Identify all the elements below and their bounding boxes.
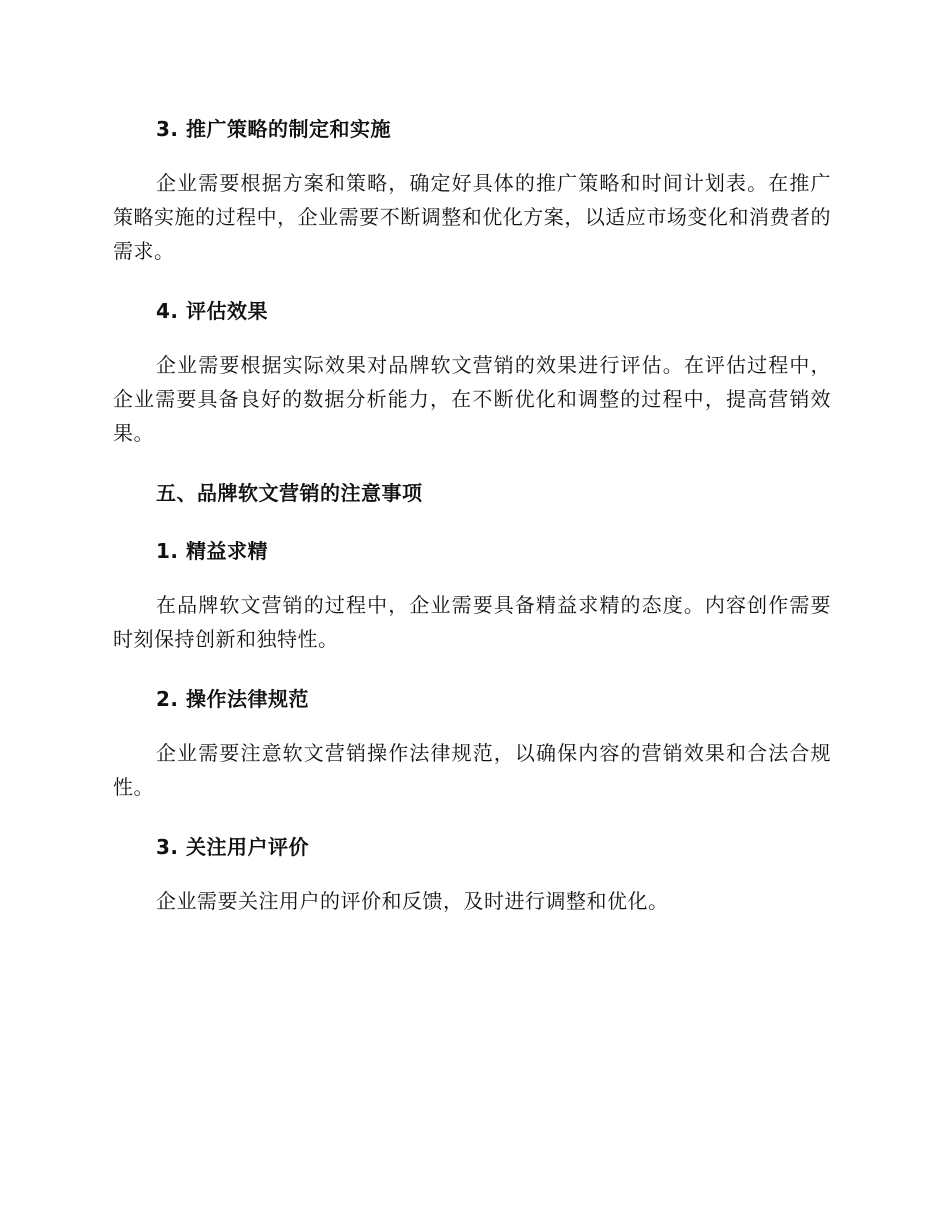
section-body-user-feedback: 企业需要关注用户的评价和反馈，及时进行调整和优化。 [156, 889, 669, 913]
section-heading-evaluate-effect: 4. 评估效果 [156, 299, 268, 323]
section-heading-promotion-strategy: 3. 推广策略的制定和实施 [156, 117, 391, 141]
section-body-promotion-strategy: 企业需要根据方案和策略，确定好具体的推广策略和时间计划表。在推广策略实施的过程中，企业需要不断调整和优化方案，以适应市场变化和消费者的需求。 [113, 171, 831, 263]
section-heading-user-feedback: 3. 关注用户评价 [156, 835, 309, 859]
section-heading-legal-compliance: 2. 操作法律规范 [156, 687, 309, 711]
section-body-evaluate-effect: 企业需要根据实际效果对品牌软文营销的效果进行评估。在评估过程中，企业需要具备良好的数据分析能力，在不断优化和调整的过程中，提高营销效果。 [113, 353, 831, 445]
section-body-legal-compliance: 企业需要注意软文营销操作法律规范，以确保内容的营销效果和合法合规性。 [113, 741, 831, 799]
chapter-heading-precautions: 五、品牌软文营销的注意事项 [156, 481, 423, 505]
section-body-excellence: 在品牌软文营销的过程中，企业需要具备精益求精的态度。内容创作需要时刻保持创新和独特性。 [113, 593, 831, 651]
document-content [113, 112, 831, 918]
section-heading-excellence: 1. 精益求精 [156, 539, 268, 563]
